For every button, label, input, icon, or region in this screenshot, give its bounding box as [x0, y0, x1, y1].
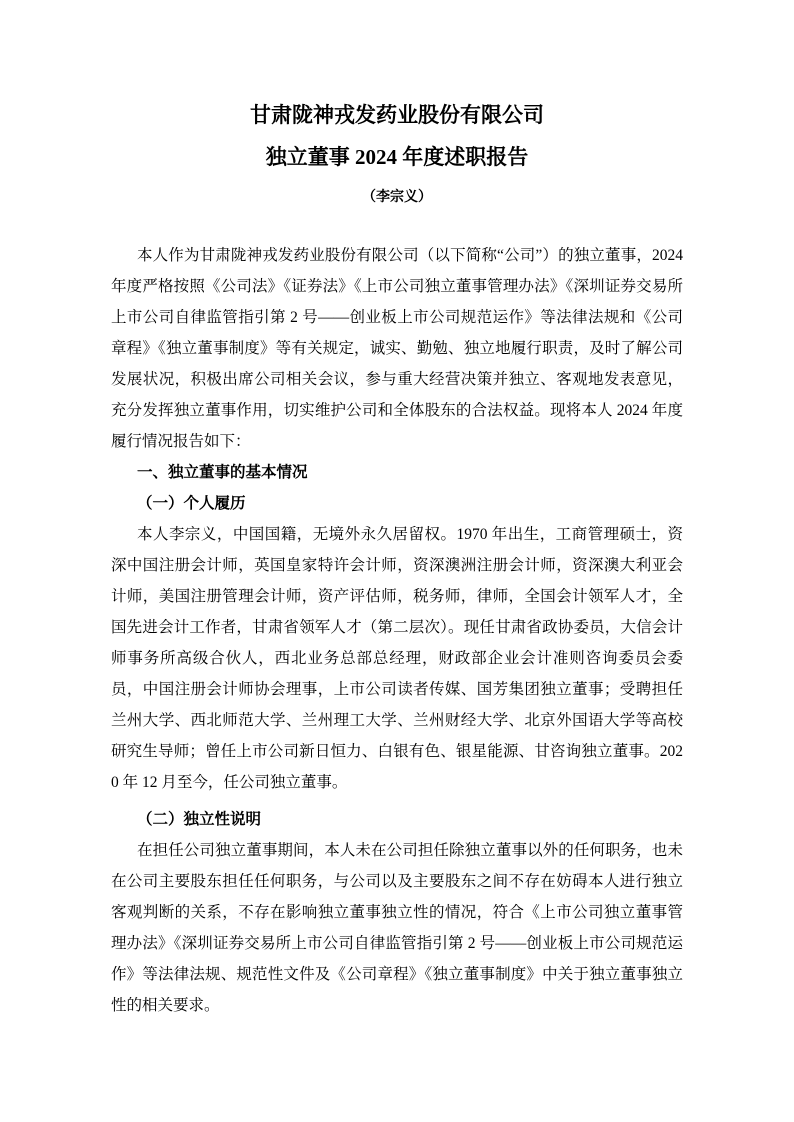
paragraph-independence: 在担任公司独立董事期间，本人未在公司担任除独立董事以外的任何职务，也未在公司主要股东担任任何职务，与公司以及主要股东之间不存在妨碍本人进行独立客观判断的关系，不存在影响独立董事独立性的情况，符合《上市公司独立董事管理办法》《深圳证券交易所上市公司自律监管指引第 2 号——创业板上市公司规范运作》等法律法规、规范性文件及《公司章程》《独立董事制度》中关于独立董事独立性的相关要求。 [111, 842, 683, 1014]
document-title-line-1: 甘肃陇神戎发药业股份有限公司 [250, 103, 544, 127]
paragraph-personal-resume: 本人李宗义，中国国籍，无境外永久居留权。1970 年出生，工商管理硕士，资深中国注册会计师，英国皇家特许会计师，资深澳洲注册会计师，资深澳大利亚会计师，美国注册管理会计师，资产评估师，税务师，律师，全国会计领军人才，全国先进会计工作者，甘肃省领军人才（第二层次）。现任甘肃省政协委员，大信会计师事务所高级合伙人，西北业务总部总经理，财政部企业会计准则咨询委员会委员，中国注册会计师协会理事，上市公司读者传媒、国芳集团独立董事；受聘担任兰州大学、西北师范大学、兰州理工大学、兰州财经大学、北京外国语大学等高校研究生导师；曾任上市公司新日恒力、白银有色、银星能源、甘咨询独立董事。2020 年 12 月至今，任公司独立董事。 [111, 526, 683, 791]
document-title-line-2: 独立董事 2024 年度述职报告 [265, 145, 529, 169]
section-heading-basic-info: 一、独立董事的基本情况 [137, 464, 308, 481]
intro-paragraph: 本人作为甘肃陇神戎发药业股份有限公司（以下简称“公司”）的独立董事，2024 年度严格按照《公司法》《证券法》《上市公司独立董事管理办法》《深圳证券交易所上市公司自律监管指引第 2 号——创业板上市公司规范运作》等法律法规和《公司章程》《独立董事制度》等有关规定，诚实、勤勉、独立地履行职责，及时了解公司发展状况，积极出席公司相关会议，参与重大经营决策并独立、客观地发表意见，充分发挥独立董事作用，切实维护公司和全体股东的合法权益。现将本人 2024 年度履行情况报告如下： [111, 247, 683, 450]
subsection-heading-personal-resume: （一）个人履历 [137, 495, 246, 512]
author-name: （李宗义） [362, 190, 432, 205]
subsection-heading-independence: （二）独立性说明 [137, 811, 262, 828]
